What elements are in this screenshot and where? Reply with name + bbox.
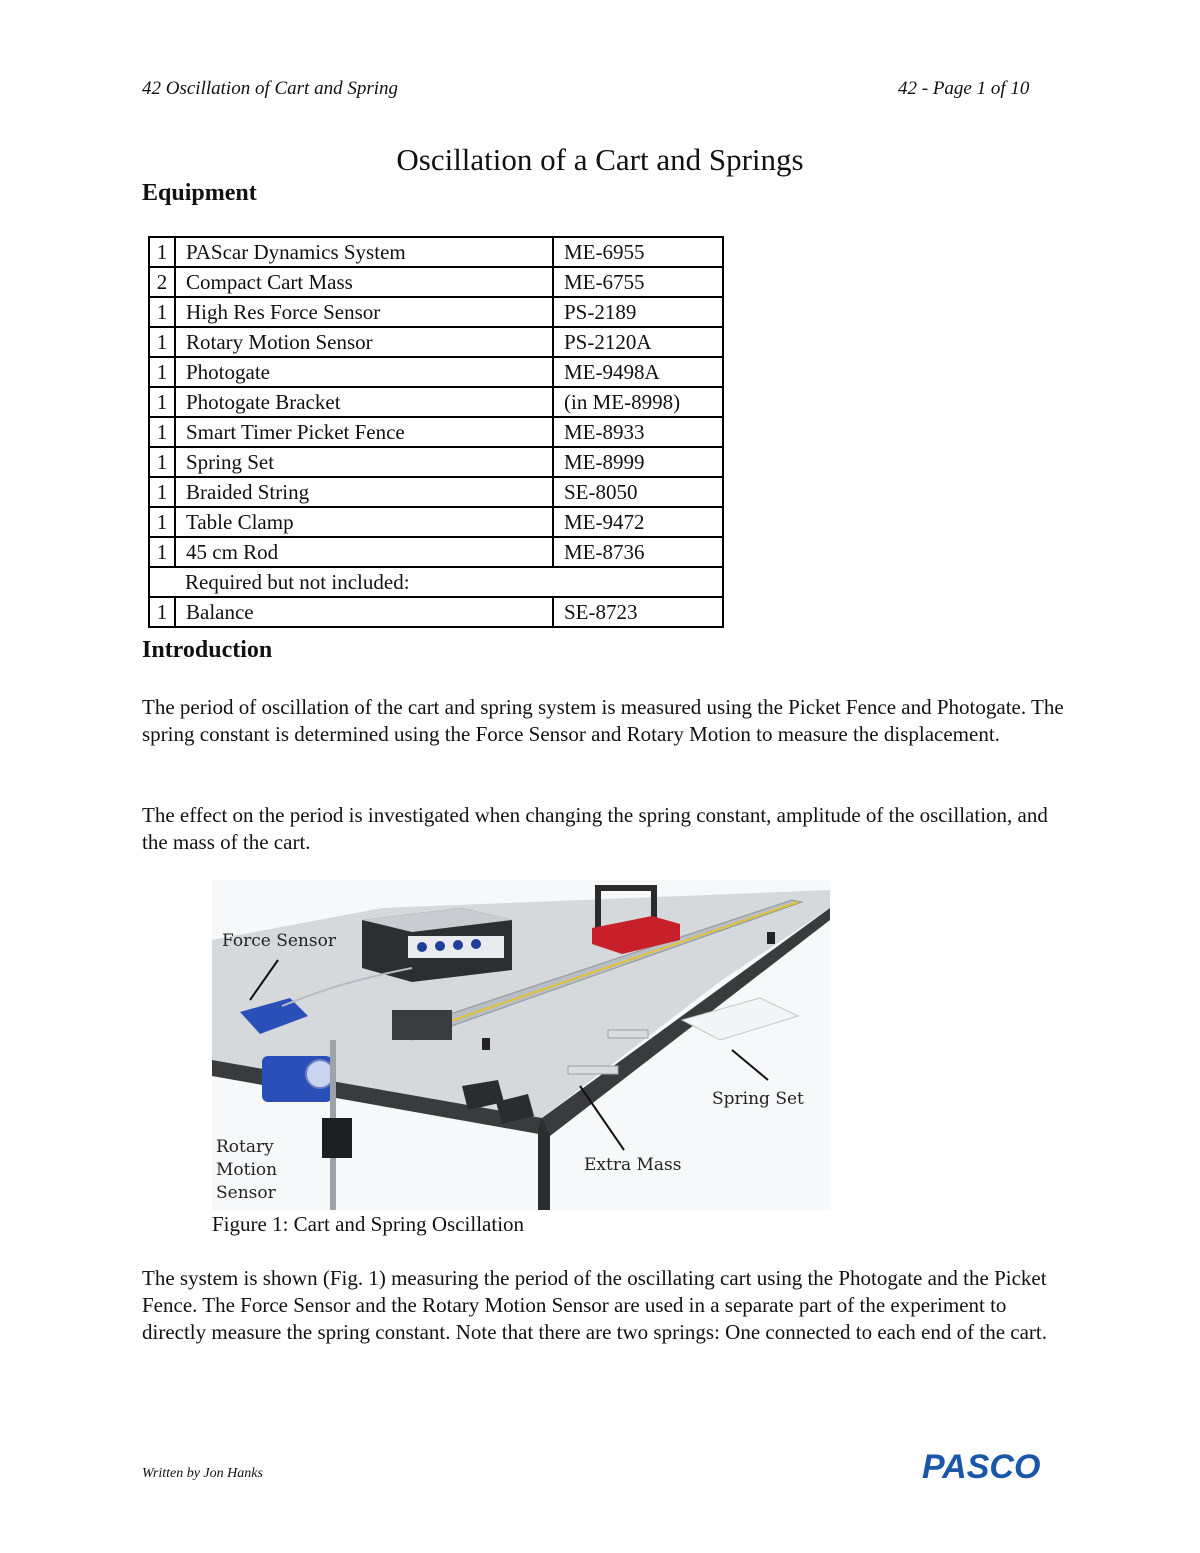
- equipment-qty: 1: [149, 537, 175, 567]
- equipment-qty: 1: [149, 327, 175, 357]
- figure-caption: Figure 1: Cart and Spring Oscillation: [212, 1212, 525, 1236]
- equipment-note: Required but not included:: [175, 567, 723, 597]
- equipment-row: [149, 537, 723, 567]
- equipment-qty: 1: [149, 477, 175, 507]
- equipment-qty: 1: [149, 597, 175, 627]
- equipment-part-number: ME-9472: [553, 507, 723, 537]
- equipment-part-number: SE-8050: [553, 477, 723, 507]
- equipment-item: Compact Cart Mass: [175, 267, 553, 297]
- label-spring-set: Spring Set: [712, 1089, 804, 1109]
- label-rotary-motion-sensor: Rotary Motion Sensor: [216, 1137, 278, 1203]
- equipment-part-number: ME-6755: [553, 267, 723, 297]
- equipment-part-number: PS-2120A: [553, 327, 723, 357]
- running-header-page: 42 - Page 1 of 10: [898, 78, 1030, 99]
- track-end-stop: [392, 1010, 452, 1040]
- equipment-part-number: ME-8933: [553, 417, 723, 447]
- equipment-row: [149, 597, 723, 627]
- equipment-part-number: PS-2189: [553, 297, 723, 327]
- spring: [608, 1030, 648, 1038]
- spring-set-arrow: [732, 1050, 768, 1080]
- equipment-row: [149, 507, 723, 537]
- equipment-heading: Equipment: [142, 180, 257, 206]
- equipment-part-number: ME-6955: [553, 237, 723, 267]
- equipment-qty: 1: [149, 237, 175, 267]
- rotary-pulley: [306, 1060, 334, 1088]
- equipment-row: [149, 237, 723, 267]
- equipment-item: Table Clamp: [175, 507, 553, 537]
- intro-paragraph-2: The effect on the period is investigated when changing the spring constant, amplitude of the oscillation, and the mass of the cart.: [142, 803, 1048, 854]
- page-title: Oscillation of a Cart and Springs: [396, 142, 804, 177]
- equipment-table: [148, 236, 724, 628]
- equipment-qty: 1: [149, 357, 175, 387]
- interface-port: [417, 942, 427, 952]
- apparatus-figure: [212, 880, 830, 1210]
- equipment-item: Braided String: [175, 477, 553, 507]
- system-description-paragraph: The system is shown (Fig. 1) measuring the period of the oscillating cart using the Photogate and the Picket Fence. The Force Sensor and the Rotary Motion Sensor are used in a separate part of the experiment to directly measure the spring constant. Note that there are two springs: One connected to each end of the cart.: [142, 1266, 1047, 1344]
- equipment-note-spacer: [149, 567, 175, 597]
- interface-port: [435, 941, 445, 951]
- equipment-row: [149, 447, 723, 477]
- equipment-qty: 1: [149, 387, 175, 417]
- equipment-part-number: SE-8723: [553, 597, 723, 627]
- equipment-item: 45 cm Rod: [175, 537, 553, 567]
- author-footer: Written by Jon Hanks: [142, 1466, 263, 1481]
- equipment-row: [149, 387, 723, 417]
- interface-port: [453, 940, 463, 950]
- intro-paragraph-1: The period of oscillation of the cart and spring system is measured using the Picket Fence and Photogate. The spring constant is determined using the Force Sensor and Rotary Motion to measure the displacement.: [142, 695, 1064, 746]
- equipment-item: High Res Force Sensor: [175, 297, 553, 327]
- track-foot: [482, 1038, 490, 1050]
- equipment-qty: 1: [149, 417, 175, 447]
- label-force-sensor: Force Sensor: [222, 931, 336, 951]
- equipment-note-row: [149, 567, 723, 597]
- equipment-row: [149, 297, 723, 327]
- equipment-item: PAScar Dynamics System: [175, 237, 553, 267]
- equipment-row: [149, 477, 723, 507]
- spring: [568, 1066, 618, 1074]
- equipment-item: Photogate: [175, 357, 553, 387]
- label-extra-mass: Extra Mass: [584, 1155, 682, 1175]
- table-clamp: [322, 1118, 352, 1158]
- equipment-row: [149, 267, 723, 297]
- equipment-part-number: (in ME-8998): [553, 387, 723, 417]
- equipment-item: Smart Timer Picket Fence: [175, 417, 553, 447]
- equipment-qty: 1: [149, 297, 175, 327]
- equipment-part-number: ME-8736: [553, 537, 723, 567]
- equipment-part-number: ME-8999: [553, 447, 723, 477]
- equipment-qty: 1: [149, 507, 175, 537]
- equipment-qty: 1: [149, 447, 175, 477]
- equipment-part-number: ME-9498A: [553, 357, 723, 387]
- equipment-table-body: [149, 237, 723, 627]
- introduction-heading: Introduction: [142, 637, 273, 663]
- equipment-row: [149, 357, 723, 387]
- pasco-logo: [920, 1448, 1056, 1482]
- running-header-title: 42 Oscillation of Cart and Spring: [142, 78, 398, 99]
- interface-port: [471, 939, 481, 949]
- equipment-item: Spring Set: [175, 447, 553, 477]
- equipment-item: Balance: [175, 597, 553, 627]
- pasco-logo-text: PASCO: [922, 1448, 1041, 1482]
- equipment-row: [149, 417, 723, 447]
- equipment-item: Photogate Bracket: [175, 387, 553, 417]
- equipment-qty: 2: [149, 267, 175, 297]
- equipment-row: [149, 327, 723, 357]
- track-foot: [767, 932, 775, 944]
- equipment-item: Rotary Motion Sensor: [175, 327, 553, 357]
